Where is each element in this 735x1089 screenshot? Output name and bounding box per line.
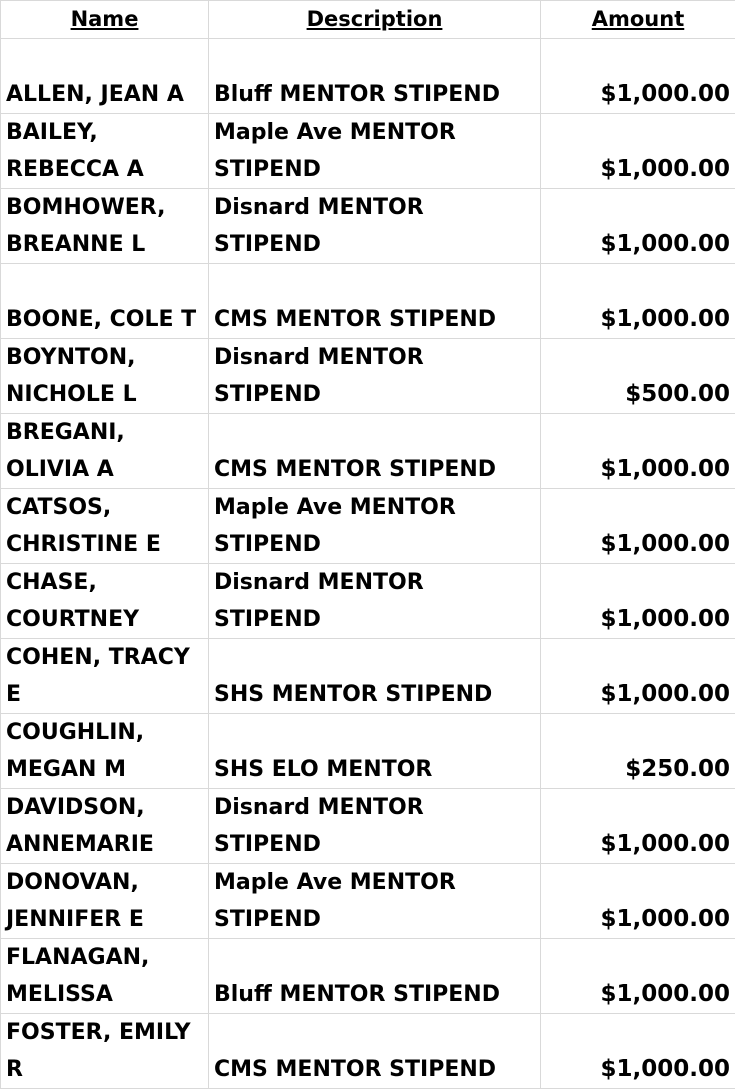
amount-cell: $1,000.00	[541, 564, 735, 639]
amount-cell: $1,000.00	[541, 789, 735, 864]
table-row	[1, 39, 735, 114]
amount-cell: $1,000.00	[541, 489, 735, 564]
name-cell: FOSTER, EMILY R	[1, 1014, 209, 1089]
name-cell: COHEN, TRACY E	[1, 639, 209, 714]
amount-cell: $1,000.00	[541, 939, 735, 1014]
amount-cell: $1,000.00	[541, 414, 735, 489]
name-cell: BOYNTON, NICHOLE L	[1, 339, 209, 414]
amount-cell: $1,000.00	[541, 864, 735, 939]
description-cell: Maple Ave MENTOR STIPEND	[209, 489, 541, 564]
name-cell: COUGHLIN, MEGAN M	[1, 714, 209, 789]
column-header-description: Description	[209, 1, 541, 39]
table-row	[1, 1014, 735, 1089]
description-cell: Bluff MENTOR STIPEND	[209, 39, 541, 114]
description-cell: Bluff MENTOR STIPEND	[209, 939, 541, 1014]
description-cell: Disnard MENTOR STIPEND	[209, 339, 541, 414]
amount-cell: $1,000.00	[541, 39, 735, 114]
description-cell: SHS ELO MENTOR	[209, 714, 541, 789]
description-cell: Disnard MENTOR STIPEND	[209, 189, 541, 264]
description-cell: Maple Ave MENTOR STIPEND	[209, 114, 541, 189]
table-row	[1, 789, 735, 864]
table-row	[1, 414, 735, 489]
name-cell: CATSOS, CHRISTINE E	[1, 489, 209, 564]
name-cell: FLANAGAN, MELISSA	[1, 939, 209, 1014]
name-cell: DAVIDSON, ANNEMARIE	[1, 789, 209, 864]
name-cell: BOMHOWER, BREANNE L	[1, 189, 209, 264]
amount-cell: $1,000.00	[541, 114, 735, 189]
name-cell: BAILEY, REBECCA A	[1, 114, 209, 189]
column-header-name: Name	[1, 1, 209, 39]
table-row	[1, 864, 735, 939]
column-header-amount: Amount	[541, 1, 735, 39]
amount-cell: $1,000.00	[541, 189, 735, 264]
table-row	[1, 189, 735, 264]
table-row	[1, 114, 735, 189]
description-cell: Maple Ave MENTOR STIPEND	[209, 864, 541, 939]
name-cell: BOONE, COLE T	[1, 264, 209, 339]
table-row	[1, 639, 735, 714]
table-row	[1, 714, 735, 789]
table-row	[1, 489, 735, 564]
name-cell: CHASE, COURTNEY	[1, 564, 209, 639]
description-cell: CMS MENTOR STIPEND	[209, 414, 541, 489]
amount-cell: $1,000.00	[541, 264, 735, 339]
description-cell: Disnard MENTOR STIPEND	[209, 789, 541, 864]
name-cell: BREGANI, OLIVIA A	[1, 414, 209, 489]
description-cell: SHS MENTOR STIPEND	[209, 639, 541, 714]
table-row	[1, 339, 735, 414]
amount-cell: $500.00	[541, 339, 735, 414]
amount-cell: $250.00	[541, 714, 735, 789]
table-row	[1, 939, 735, 1014]
table-row	[1, 264, 735, 339]
table-row	[1, 564, 735, 639]
description-cell: CMS MENTOR STIPEND	[209, 264, 541, 339]
amount-cell: $1,000.00	[541, 639, 735, 714]
name-cell: ALLEN, JEAN A	[1, 39, 209, 114]
description-cell: Disnard MENTOR STIPEND	[209, 564, 541, 639]
amount-cell: $1,000.00	[541, 1014, 735, 1089]
description-cell: CMS MENTOR STIPEND	[209, 1014, 541, 1089]
name-cell: DONOVAN, JENNIFER E	[1, 864, 209, 939]
header-row	[1, 1, 735, 39]
